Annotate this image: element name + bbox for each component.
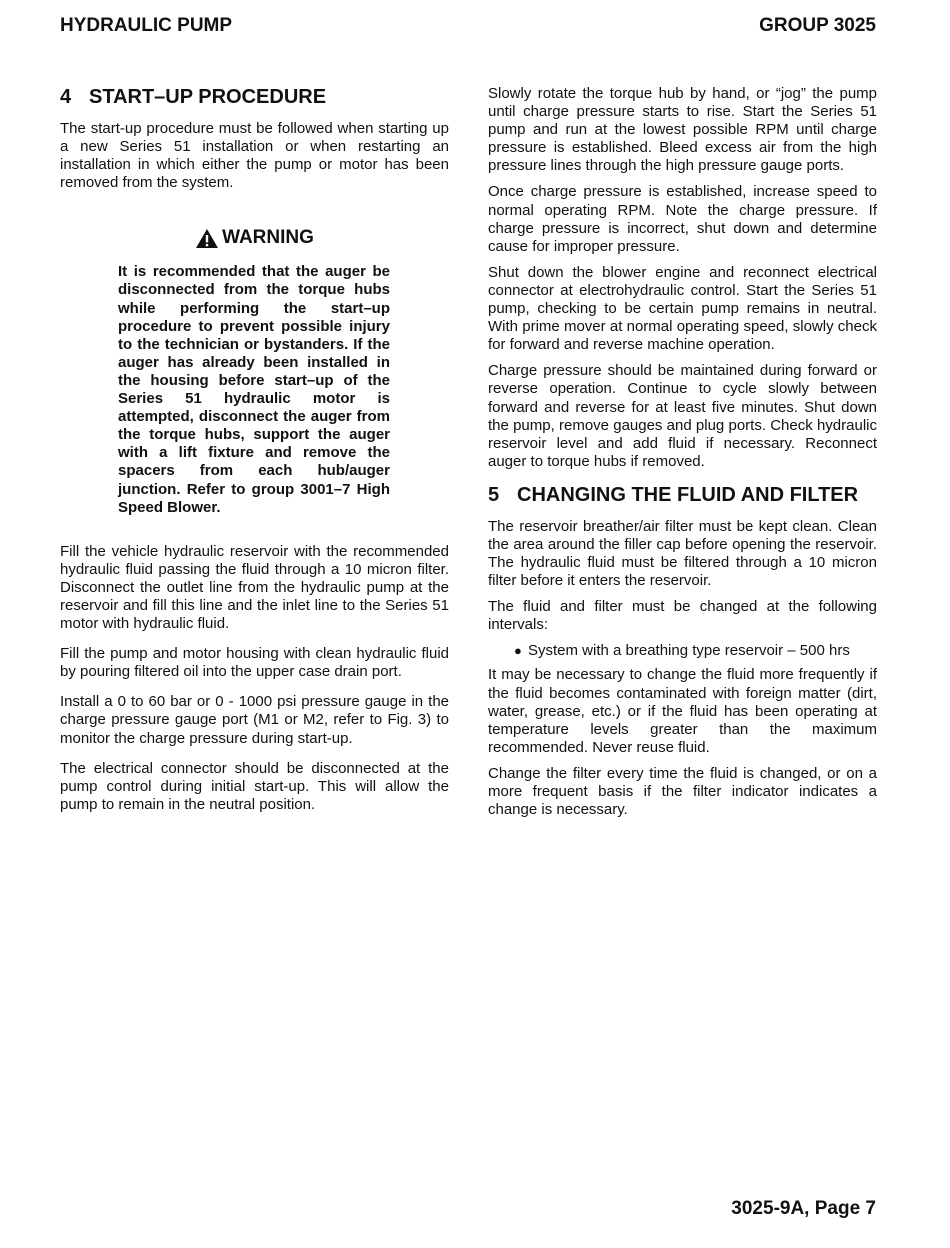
left-column <box>60 85 449 814</box>
paragraph-rotate-hub: Slowly rotate the torque hub by hand, or “jog” the pump until charge pressure starts to rise. Start the Series 51 pump and run at the lowest possible RPM until charge pressure is established. Bleed excess air from the high pressure lines through the high pressure gauge ports. <box>488 85 877 175</box>
section-4-intro: The start-up procedure must be followed when starting up a new Series 51 installation or when restarting an installation in which either the pump or motor has been removed from the system. <box>60 120 449 192</box>
list-item <box>514 642 877 660</box>
paragraph-charge-pressure: Once charge pressure is established, increase speed to normal operating RPM. Note the charge pressure. If charge pressure is incorrect, shut down and determine cause for improper pressure. <box>488 183 877 255</box>
section-4-heading <box>60 85 449 109</box>
section-5-heading <box>488 483 877 507</box>
header-group: GROUP 3025 <box>759 15 876 36</box>
bullet-icon: ● <box>514 643 522 659</box>
paragraph-contamination: It may be necessary to change the fluid more frequently if the fluid becomes contaminated with foreign matter (dirt, water, grease, etc.) or if the fluid has been operating at temperature levels greater than the maximum recommended. Never reuse fluid. <box>488 666 877 756</box>
section-4-title: START–UP PROCEDURE <box>89 86 327 108</box>
paragraph-fill-housing: Fill the pump and motor housing with clean hydraulic fluid by pouring filtered oil into the upper case drain port. <box>60 645 449 681</box>
paragraph-install-gauge: Install a 0 to 60 bar or 0 - 1000 psi pressure gauge in the charge pressure gauge port (M1 or M2, refer to Fig. 3) to monitor the charge pressure during start-up. <box>60 693 449 747</box>
paragraph-electrical-connector: The electrical connector should be disconnected at the pump control during initial start-up. This will allow the pump to remain in the neutral position. <box>60 759 449 813</box>
bullet-text: System with a breathing type reservoir – 500 hrs <box>528 642 850 660</box>
warning-heading <box>60 227 449 249</box>
header-title: HYDRAULIC PUMP <box>60 15 233 36</box>
paragraph-change-intervals: The fluid and filter must be changed at the following intervals: <box>488 598 877 634</box>
section-5-title: CHANGING THE FLUID AND FILTER <box>517 483 859 506</box>
section-5-number: 5 <box>488 483 500 506</box>
warning-text: It is recommended that the auger be disconnected from the torque hubs while performing the start–up procedure to prevent possible injury to the technician or bystanders. If the auger has already been installed in the housing before start–up of the Series 51 hydraulic motor is attempted, disconnect the auger from the torque hubs, support the auger with a lift fixture and remove the spacers from each hub/auger junction. Refer to group 3001–7 High Speed Blower. <box>118 263 390 516</box>
warning-triangle-icon <box>195 228 219 249</box>
paragraph-shut-down-blower: Shut down the blower engine and reconnect electrical connector at electrohydraulic control. Start the Series 51 pump, checking to be certain pump remains in neutral. With prime mover at normal operating speed, slowly check for forward and reverse machine operation. <box>488 263 877 354</box>
paragraph-breather-filter: The reservoir breather/air filter must be kept clean. Clean the area around the filler cap before opening the reservoir. The hydraulic fluid must be filtered through a 10 micron filter before it enters the reservoir. <box>488 517 877 590</box>
paragraph-change-filter: Change the filter every time the fluid is changed, or on a more frequent basis if the filter indicator indicates a change is necessary. <box>488 764 877 819</box>
page-number: 3025-9A, Page 7 <box>731 1198 876 1219</box>
warning-title: WARNING <box>222 227 314 249</box>
paragraph-maintain-pressure: Charge pressure should be maintained during forward or reverse operation. Continue to cycle slowly between forward and reverse for at least five minutes. Shut down the pump, remove gauges and plug ports. Check hydraulic reservoir level and add fluid if necessary. Reconnect auger to torque hubs if removed. <box>488 362 877 470</box>
paragraph-fill-reservoir: Fill the vehicle hydraulic reservoir with the recommended hydraulic fluid passing the fluid through a 10 micron filter. Disconnect the outlet line from the hydraulic pump at the reservoir and fill this line and the inlet line to the Series 51 motor with hydraulic fluid. <box>60 542 449 633</box>
section-4-number: 4 <box>60 86 72 108</box>
right-column <box>488 85 877 819</box>
